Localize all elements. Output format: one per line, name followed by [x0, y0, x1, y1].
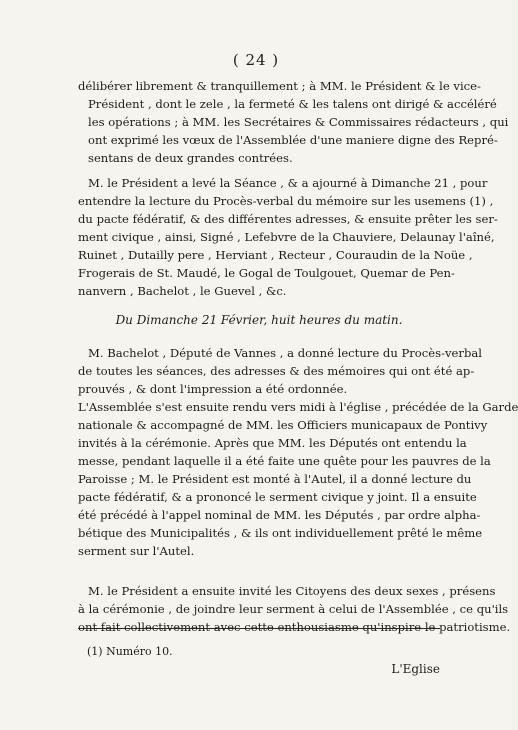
text-line: de toutes les séances, des adresses & des mémoires qui ont été ap- [78, 364, 475, 378]
text-line: ont fait collectivement avec cette enthousiasme qu'inspire le patriotisme. [78, 620, 511, 634]
text-line: Président , dont le zele , la fermeté & les talens ont dirigé & accéléré [88, 97, 497, 111]
text-line: ment civique , ainsi, Signé , Lefebvre de la Chauviere, Delaunay l'aîné, [78, 230, 495, 244]
text-line: Paroisse ; M. le Président est monté à l'Autel, il a donné lecture du [78, 472, 472, 486]
catchword: L'Eglise [391, 662, 440, 676]
text-line: délibérer librement & tranquillement ; à MM. le Président & le vice- [78, 79, 481, 93]
text-line: Ruinet , Dutailly pere , Herviant , Recteur , Couraudin de la Noüe , [78, 248, 473, 262]
text-line: pacte fédératif, & a prononcé le serment civique y joint. Il a ensuite [78, 490, 477, 504]
page-number: ( 24 ) [232, 51, 280, 69]
text-line: messe, pendant laquelle il a été faite une quête pour les pauvres de la [78, 454, 491, 468]
paragraph-seance-closing [78, 174, 498, 300]
section-heading: Du Dimanche 21 Février, huit heures du matin. [115, 313, 403, 327]
text-line: entendre la lecture du Procès-verbal du mémoire sur les usemens (1) , [78, 194, 494, 208]
text-line: serment sur l'Autel. [78, 544, 195, 558]
paragraph-intro [78, 77, 509, 167]
text-line: nationale & accompagné de MM. les Officiers municapaux de Pontivy [78, 418, 488, 432]
text-line: à la cérémonie , de joindre leur serment à celui de l'Assemblée , ce qu'ils [78, 602, 509, 616]
text-line: invités à la cérémonie. Après que MM. les Députés ont entendu la [78, 436, 467, 450]
text-line: nanvern , Bachelot , le Guevel , &c. [78, 284, 287, 298]
paragraph-bachelot [78, 344, 483, 398]
text-line: L'Assemblée s'est ensuite rendu vers midi à l'église , précédée de la Garde [78, 400, 518, 414]
text-line: été précédé à l'appel nominal de MM. les Députés , par ordre alpha- [78, 508, 481, 522]
text-line: du pacte fédératif, & des différentes adresses, & ensuite prêter les ser- [78, 212, 498, 226]
text-line: M. le Président a levé la Séance , & a ajourné à Dimanche 21 , pour [88, 176, 488, 190]
text-line: bétique des Municipalités , & ils ont individuellement prêté le même [78, 526, 483, 540]
footnote-divider [78, 628, 440, 629]
text-line: les opérations ; à MM. les Secrétaires & Commissaires rédacteurs , qui [88, 115, 509, 129]
text-line: M. Bachelot , Député de Vannes , a donné lecture du Procès-verbal [88, 346, 483, 360]
text-line: M. le Président a ensuite invité les Citoyens des deux sexes , présens [88, 584, 496, 598]
text-line: sentans de deux grandes contrées. [88, 151, 293, 165]
paragraph-assembly-church [78, 398, 518, 560]
text-line: ont exprimé les vœux de l'Assemblée d'une maniere digne des Repré- [88, 133, 498, 147]
text-line: Frogerais de St. Maudé, le Gogal de Toulgouet, Quemar de Pen- [78, 266, 455, 280]
text-line: prouvés , & dont l'impression a été ordonnée. [78, 382, 348, 396]
footnote: (1) Numéro 10. [87, 645, 173, 658]
